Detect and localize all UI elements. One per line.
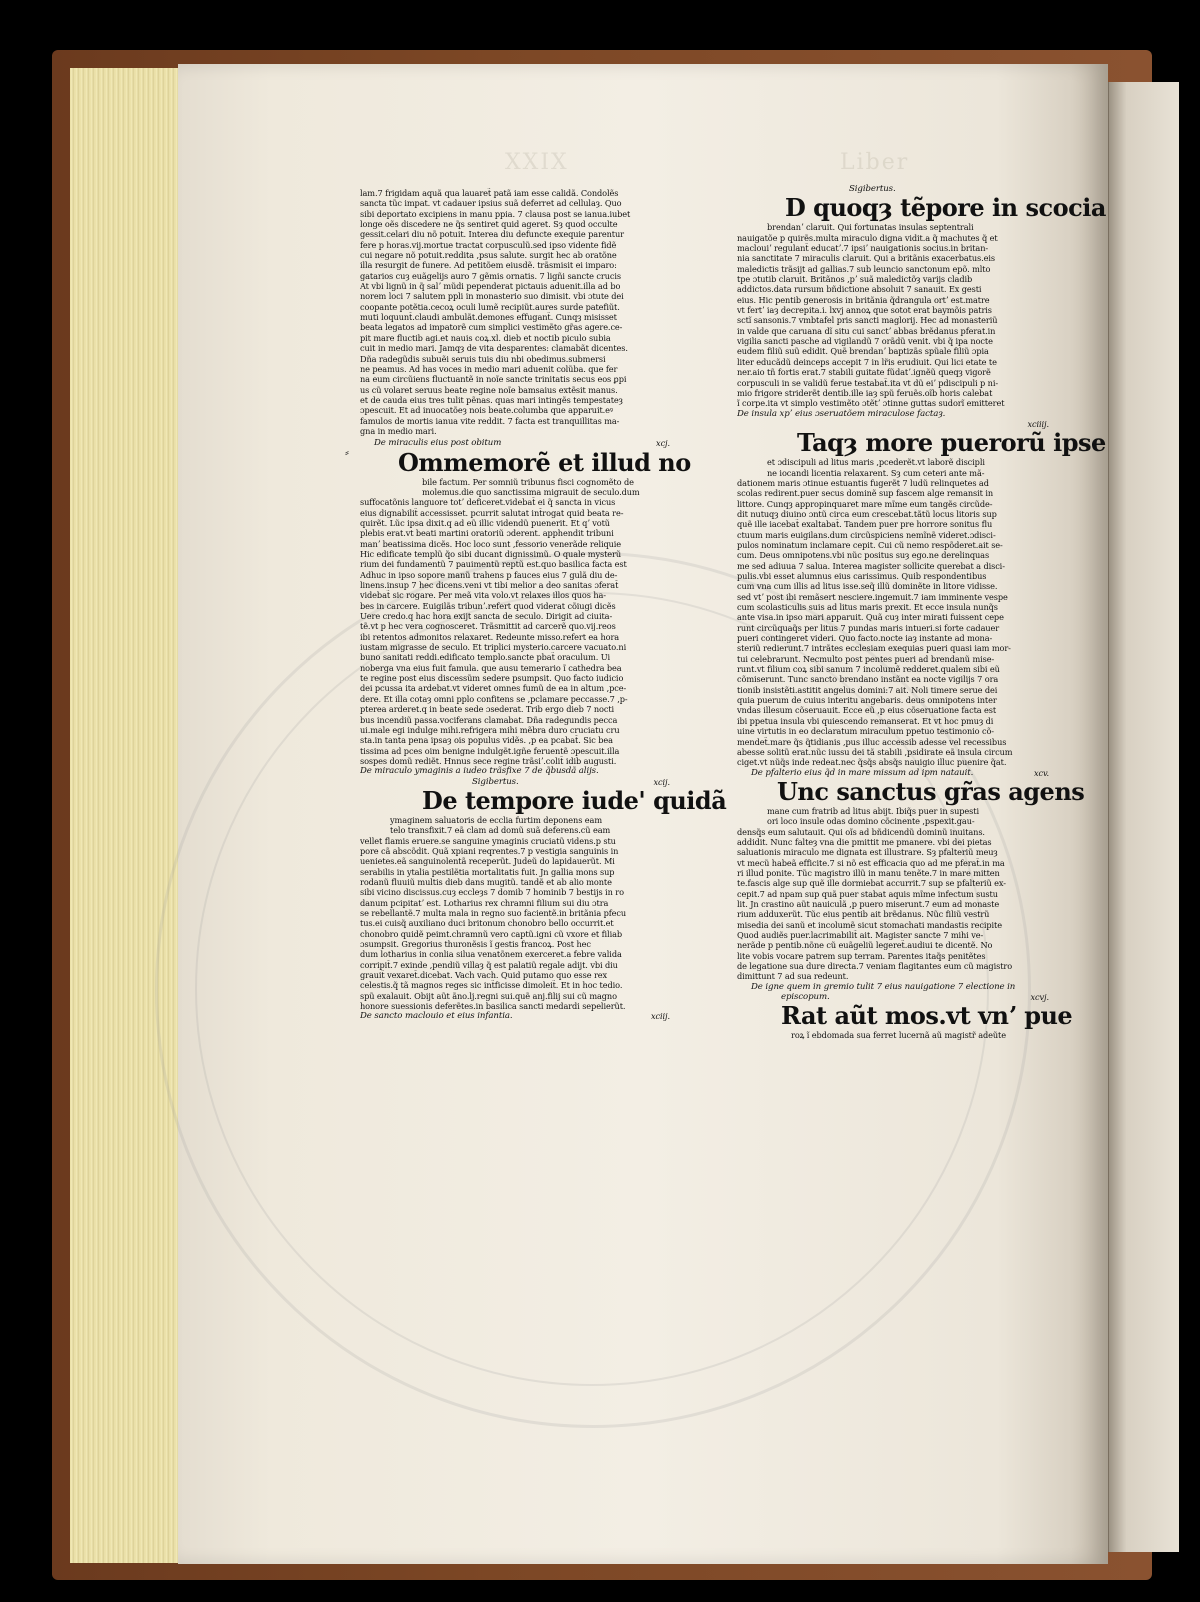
text-line: cum scolasticulis suis ad litus maris prexit. Et ecce insula nunq̃s bbox=[737, 602, 998, 613]
text-line: ori loco insule odas domino cõcinente ,pspexit.gau- bbox=[767, 816, 975, 827]
text-line: De miraculo ymaginis a iudeo trãsfixe 7 de q̃busdã alijs. bbox=[360, 766, 599, 777]
page-edges bbox=[70, 68, 183, 1563]
text-line: Quod audiẽs puer.lacrimabilit̃ ait. Magister sancte 7 mihi ve- bbox=[737, 930, 984, 940]
text-line: maledictis trãsijt ad gallias.7 sub leuncio sanctonum epõ. mlto bbox=[737, 263, 991, 274]
text-line: bile factum. Per somniũ tribunus fisci cognomẽto de bbox=[422, 476, 634, 487]
text-line: dit nutuqȝ diuino ɔntũ circa eum crescebat.tãtũ locus litoris sup bbox=[737, 508, 997, 519]
text-line: iustam migrasse de seculo. Et triplici mysterio.carcere vacuato.ni bbox=[360, 642, 627, 653]
text-line: dimittunt 7 ad sua redeunt. bbox=[737, 971, 849, 982]
chapter-rubric: De igne quem in gremio tulit 7 eius nauigatione 7 electione in bbox=[751, 981, 1016, 992]
marginal-mark: ⸗ bbox=[345, 445, 349, 459]
text-line: mendet̃.mare q̃s q̃tidianis ,pus illuc accessib adesse vel recessibus bbox=[737, 736, 1007, 747]
left-paragraph-1 bbox=[360, 188, 670, 436]
text-line: vigilia sancti pasche ad vigilandũ 7 orãdũ venit. vbi q̃ ipa nocte bbox=[737, 336, 993, 347]
text-line: us cũ volaret seruus beate regine noĩe bamsaius extẽsit manus. bbox=[360, 384, 618, 395]
text-line: plebis erat.vt beati martini oratoriũ ɔderent. apphendit tribuni bbox=[360, 528, 614, 539]
text-line: me sed adiuua 7 salua. Interea magister sollicite querebat a disci- bbox=[737, 560, 1005, 571]
text-line: ante visa.in ipso mari apparuit. Quã cuȝ inter mirati fuissent cepe bbox=[737, 612, 1004, 623]
text-line: lit. Jn crastino aũt nauiculã ,p puero miserunt.7 eum ad monaste bbox=[737, 898, 1000, 909]
text-line: chonobro quidẽ peimt.chramnũ vero captũ.igni cũ vxore et filiab bbox=[360, 928, 623, 939]
text-line: linens.insup 7 hec dicens.veni vt tibi melior a deo sanitas ɔferat̃ bbox=[360, 580, 619, 591]
text-line: telo transfixit.7 eã clam ad domũ suã deferens.cũ eam bbox=[390, 825, 611, 836]
text-line: densq̃s eum salutauit. Qui oĩs ad bñdicendũ dominũ inuitans. bbox=[737, 826, 985, 837]
text-line: tus.ei cuisq̃ auxiliano duci britonum chonobro bello occurrit.et bbox=[360, 918, 614, 929]
text-line: Dña radegũdis subuẽi seruis tuis diu nbi obedimus.submersi bbox=[360, 353, 606, 364]
chapter-heading: Unc sanctus gr̃as agens bbox=[777, 776, 1085, 806]
text-line: vt fertʼ iaȝ decrepita.i. lxvj annoꝝ que sotot erat baymõis patris bbox=[737, 305, 992, 316]
right-paragraph-2 bbox=[737, 457, 1049, 767]
text-line: in valde que caruana dĩ situ cui sanctʼ abbas brẽdanus pferat.in bbox=[737, 325, 996, 336]
chapter-heading: D quoqȝ tẽpore in scocia bbox=[785, 193, 1106, 223]
text-line: vndas illesum cõseruauit. Ecce eũ ,p eius cõseruatione facta est bbox=[737, 705, 997, 716]
text-line: na eum circũiens fluctuantẽ in noĩe sancte trinitatis secus eos ꝑpi bbox=[360, 374, 627, 385]
text-line: vellet flamis eruere.se sanguine ymaginis cruciatũ videns.p stu bbox=[360, 835, 616, 846]
text-line: Adhuc in ipso sopore manũ trahens p fauces eius 7 gulã diu de- bbox=[360, 569, 618, 580]
text-line: ne peamus. Ad has voces in medio mari aduenit colũba. que fer bbox=[360, 363, 618, 374]
text-line: tẽ.vt p hec vera cognosceret. Trãsmittit ad carcerẽ quo.vij.reos bbox=[360, 621, 616, 632]
text-line: ciget.vt nũq̃s inde redeat.nec q̃sq̃s absq̃s nauigio illuc puenire q̃at. bbox=[737, 757, 1007, 768]
text-line: rium dei fundamentũ 7 pauimentũ reptũ est.quo basilica facta est bbox=[360, 559, 627, 570]
chapter-heading: Rat aũt mos.vt vnʼ pue bbox=[781, 1001, 1073, 1031]
text-line: cõmiserunt. Tunc sancto brendano instãnt ea nocte vigilijs 7 ora bbox=[737, 674, 999, 685]
text-line: coopante potẽtia.cecoꝝ oculi lumẽ recipiũt.aures surde patefiũt. bbox=[360, 301, 620, 312]
text-line: quirẽt. Lũc ipsa dixit.q ad eũ illic videndũ puenerit. Et qʼ votũ bbox=[360, 517, 610, 528]
text-line: sospes domũ rediẽt. Hnnus sece regine trãsiʼ.colit̃ idib augusti. bbox=[360, 755, 617, 766]
text-line: corripit̃.7 exinde ,pendiũ villaȝ q̃ est palatiũ regale adijt. vbi diu bbox=[360, 959, 618, 970]
text-line: et de cauda eius tres tulit pẽnas. quas mari intingẽs tempestateȝ bbox=[360, 394, 623, 405]
text-line: nauigatõe p quirẽs.multa miraculo digna vidit.a q̃ machutes q̃ et bbox=[737, 232, 998, 243]
text-line: runt.vt filium coꝝ sibi sanum 7 incolumẽ redderet.qualem sibi eũ bbox=[737, 664, 1000, 675]
text-line: illa resurgit de funere. Ad petitõem eiusdẽ. trãsmisit ei imparo: bbox=[360, 260, 617, 271]
text-line: pueri contingeret videri. Quo facto.nocte iaȝ instante ad mona- bbox=[737, 633, 993, 644]
text-line: roꝝ ĩ ebdomada sua ferret lucernã aũ magistr̃ adeũte bbox=[791, 1030, 1006, 1041]
text-line: De insula xpʼ eius ɔseruatõem miraculose factaȝ. bbox=[737, 408, 946, 419]
text-line: ɔpescuit. Et ad inuocatõeȝ nois beate.columba que apparuit.eꝰ bbox=[360, 405, 613, 416]
text-line: Uere credo.q hac hora exijt sancta de seculo. Dirigit ad ciuita- bbox=[360, 611, 613, 622]
text-line: et ɔdiscipuli ad litus maris ,pcederẽt.vt laborẽ discipli bbox=[767, 457, 985, 468]
text-line: muti loquunt̃.claudi ambulãt.demones effugant̃. Cunqȝ misisset bbox=[360, 312, 617, 323]
text-line: cuit in medio mari. Jamqȝ de vita desparentes: clamabãt dicentes. bbox=[360, 343, 628, 354]
text-line: pore cã abscõdit. Quã xpiani reqrentes.7 p vestigia sanguinis in bbox=[360, 845, 619, 856]
text-line: norem loci 7 salutem ppli in monasterio suo dimisit. vbi ɔtute dei bbox=[360, 291, 624, 302]
text-line: fere p horas.vij.mortue tractat corpusculũ.sed ipso vidente fidẽ bbox=[360, 239, 617, 250]
text-line: ibi ppetua insula vbi quiescendo remanserat. Et vt hoc pmuȝ di bbox=[737, 715, 994, 726]
chapter-number: xcvj. bbox=[1030, 992, 1049, 1003]
text-line: pulis.vbi esset alumnus eius carissimus. Quib respondentibus bbox=[737, 571, 987, 581]
text-line: beata legatos ad impatorẽ cum simplici vestimẽto gr̃as agere.ce- bbox=[360, 322, 623, 333]
chapter-number: xcv. bbox=[1033, 767, 1049, 778]
text-line: lam.7 frigidam aquã qua lauaret̃ patã iam esse calidã. Condolẽs bbox=[360, 188, 619, 198]
text-line: ui.male egi indulge mihi.refrigera mihi mẽbra duro cruciatu cru bbox=[360, 724, 620, 735]
chapter-heading: De tempore iude' quidã bbox=[422, 785, 727, 815]
text-line: tissima ad pces oim benigne indulgẽt.igñe feruentẽ ɔpescuit.illa bbox=[360, 745, 620, 756]
text-line: mane cum fratrib ad litus abijt. Ibiq̃s puer in supesti bbox=[767, 805, 979, 816]
left-paragraph-3 bbox=[360, 815, 670, 1012]
text-line: lite vobis vocare patrem sup terram. Parentes itaq̃s penitẽtes bbox=[737, 950, 986, 961]
source-label: Sigibertus. bbox=[849, 184, 896, 194]
text-line: nerãde p pentib.nõne cũ euãgeliũ legeret̃.audiui te dicentẽ. No bbox=[737, 940, 993, 951]
text-line: tpe ɔtutib claruit. Britãnos ,pʼ suã maledictõȝ varijs cladib bbox=[737, 274, 973, 285]
text-line: gessit.celari diu nõ potuit. Interea diu defuncte exequie parentur bbox=[360, 229, 624, 240]
text-line: gna in medio mari. bbox=[360, 425, 437, 436]
text-line: mio frigore striderẽt dentib.ille iaȝ spũ feruẽs.oĩb horis calebat bbox=[737, 387, 993, 398]
text-line: suffocatõnis languore totʼ deficeret.videbat̃ ei q̃ sancta in vicus bbox=[360, 497, 616, 508]
text-line: se rebellantẽ.7 multa mala in regno suo facientẽ.in britãnia pfecu bbox=[360, 908, 627, 918]
text-line: videbat̃ sic rogare. Per meã vita volo.vt relaxes illos quos ha- bbox=[360, 590, 606, 601]
text-line: longe oẽs discedere ne q̃s sentiret quid ageret. Sȝ quod occulte bbox=[360, 219, 618, 230]
right-text-column bbox=[737, 184, 1106, 1041]
left-text-column bbox=[360, 188, 727, 1022]
text-line: te.fascis alge sup quẽ ille dormiebat accurrit.7 sup se pfalteriũ ex- bbox=[737, 878, 1006, 889]
text-line: noberga vna eius fuit famula. que ausu temerario ĩ cathedra bea bbox=[360, 662, 622, 673]
text-line: uenietes.eã sanguinolentã receperũt. Judeũ do lapidauerũt. Mi bbox=[360, 856, 615, 867]
text-line: pulos nominatum inclamare cepit. Cui cũ nemo respõderet.ait se- bbox=[737, 539, 1003, 550]
text-line: nia sanctitate 7 miraculis claruit. Qui a britãnis exacerbatus.eis bbox=[737, 253, 995, 264]
text-line: liter educãdũ deinceps accepit 7 in lr̃is erudiuit. Qui lici etate te bbox=[737, 356, 997, 367]
text-line: ymaginem saluatoris de ecclia furtim deponens eam bbox=[390, 814, 602, 825]
text-line: quẽ ille iacebat̃ exaltabat̃. Tandem puer pre horrore sonitus flu bbox=[737, 519, 993, 530]
text-line: rium adduxerũt. Tũc eius pentib ait brẽdanus. Nũc filiũ vestrũ bbox=[737, 909, 990, 920]
text-line: ɔsumpsit. Gregorius thuronẽsis ĩ gestis francoꝝ. Post hec bbox=[360, 939, 591, 950]
text-line: molemus.die quo sanctissima migrauit de seculo.dum bbox=[422, 486, 640, 497]
text-line: cepit.7 ad npam sup quã puer stabat aquis mĩme infectum sustu bbox=[737, 888, 998, 899]
text-line: ri illud ponite. Tũc magistro illũ in manu tenẽte.7 in mare mitten bbox=[737, 867, 1000, 878]
show-through-text-right: Liber bbox=[840, 150, 910, 175]
chapter-number: xcj. bbox=[656, 438, 670, 449]
text-line: cum vna cum illis ad litus isse.seq̃ illũ dominẽte in litore vidisse. bbox=[737, 581, 998, 592]
text-line: littore. Cunqȝ appropinquaret mare mĩme eum tangẽs circũde- bbox=[737, 498, 993, 509]
chapter-heading: Taqȝ more puerorũ ipse bbox=[797, 428, 1106, 458]
text-line: dei pcussa ita ardebat.vt videret omnes fumũ de ea in altum ,pce- bbox=[360, 683, 627, 694]
text-line: abesse solitũ erat.nũc iussu dei tã stabili ,psidirate eã insula circum bbox=[737, 746, 1013, 757]
text-line: vt mecũ habeã efficite.7 si nõ est efficacia quo ad me pferat̃.in ma bbox=[737, 857, 1005, 868]
right-paragraph-1 bbox=[737, 222, 1049, 419]
rubric-text: episcopum. bbox=[781, 992, 830, 1003]
text-line: sancta tũc impat. vt cadauer ipsius suã deferret ad cellulaȝ. Quo bbox=[360, 198, 622, 209]
rubric-text: De pfalterio eius q̃d in mare missum ad ipm natauit. bbox=[751, 767, 974, 778]
text-line: de legatione sua dure directa.7 veniam flagitantes eum cũ magistro bbox=[737, 961, 1013, 972]
text-line: pterea arderet.q in beate sede ɔsederat. Trib ergo dieb 7 nocti bbox=[360, 704, 615, 715]
text-line: sed vtʼ post ibi remãsert nesciere.ingemuit.7 iam imminente vespe bbox=[737, 591, 1008, 602]
text-line: ibi retentos admonitos relaxaret. Redeunte misso.refert ea hora bbox=[360, 631, 620, 642]
chapter-heading: Ommemorẽ et illud no bbox=[398, 447, 691, 477]
text-line: honore suessionis deferẽtes.in basilica sancti medardi sepelierũt. bbox=[360, 1001, 626, 1012]
text-line: sibi deportato excipiens in manu ppia. 7 clausa post se ianua.iubet bbox=[360, 208, 631, 219]
text-line: eudem filiũ suũ edidit. Quẽ brendanʼ baptizãs spũale filiũ ɔpia bbox=[737, 346, 989, 357]
text-line: sibi vicino discissus.cuȝ eccleȝs 7 domib 7 hominib 7 bestijs in ro bbox=[360, 887, 624, 898]
rubric-text: De miraculis eius post obitum bbox=[374, 438, 502, 449]
text-line: eius. Hic pentib generosis in britãnia q̃drangula ortʼ est.matre bbox=[737, 294, 990, 305]
text-line: cum. Deus omnipotens.vbi nũc positus suȝ ego.ne derelinquas bbox=[737, 550, 990, 561]
rubric-text: De sancto maclouio et eius infantia. bbox=[360, 1011, 513, 1022]
text-line: maclouiʼ regulant̃ educatʼ.7 ipsiʼ nauigationis socius.in britan- bbox=[737, 243, 989, 254]
show-through-text-left: XXIX bbox=[505, 150, 569, 175]
text-line: addictos.data rursum bñdictione absoluit 7 sanauit. Ex gesti bbox=[737, 284, 982, 295]
text-line: bus incendiũ passa.vociferans clamabat. Dña radegundis pecca bbox=[360, 714, 618, 725]
text-line: spũ exalauit. Obijt aũt ãno.lj.regni sui.quẽ anj.filij sui cũ magno bbox=[360, 990, 617, 1001]
text-line: ĩ corpe.ita vt simplo vestimẽto ɔtẽtʼ ɔtinne guttas sudorĩ emitteret bbox=[737, 398, 1005, 409]
text-line: misedia dei sanũ et incolumẽ sicut stomachati mandastis recipite bbox=[737, 919, 1002, 930]
facing-page bbox=[1108, 82, 1179, 1552]
chapter-rubric bbox=[360, 1011, 670, 1021]
text-line: ne iocandi licentia relaxarent. Sȝ cum ceteri ante mã- bbox=[767, 467, 985, 478]
chapter-number: xciiij. bbox=[1027, 418, 1049, 429]
text-line: scolas redirent.puer secus dominẽ sup fascem alge remansit in bbox=[737, 488, 994, 499]
left-paragraph-2 bbox=[360, 477, 670, 787]
text-line: Hic edificate templũ q̃o sibi ducant dignissimũ. O quale mysterũ bbox=[360, 549, 621, 559]
text-line: gatarios cuȝ euãgelijs auro 7 gẽmis ornatis. 7 ligñi sancte crucis bbox=[360, 270, 621, 281]
chapter-number: xcij. bbox=[653, 776, 670, 787]
text-line: pit mare fluctib agi.et nauis coꝝ.xl. dieb et noctib piculo subia bbox=[360, 332, 611, 343]
text-line: Sigibertus. bbox=[472, 776, 519, 787]
text-line: ner.aio tñ fortis erat.7 stabili guitate fũdatʼ.ignẽũ queqȝ vigorẽ bbox=[737, 367, 991, 378]
text-line: brendanʼ claruit. Qui fortunatas insulas septentrali bbox=[767, 222, 974, 233]
text-line: dere. Et illa cotaȝ omni pplo confitens se ,pclamare peccasse.7 ,p- bbox=[360, 693, 628, 704]
text-line: At vbi lignũ in q̃ salʼ mũdi pependerat pictauis aduenit.illa ad bo bbox=[360, 281, 621, 292]
text-line: te regine post eius discessũm sedere psumpsit. Quo facto iudicio bbox=[360, 673, 624, 684]
text-line: bes in carcere. Euigilãs tribunʼ.refert quod viderat cõiugi dicẽs bbox=[360, 600, 616, 611]
text-line: famulos de mortis ianua vite reddit. 7 facta est tranquillitas ma- bbox=[360, 415, 620, 426]
text-line: corpusculi in se validũ ferue testabat̃.ita vt dũ eiʼ pdiscipuli p ni- bbox=[737, 377, 999, 388]
text-line: serabilis in ytalia pestilẽtia mortalitatis fuit. Jn gallia mons sup bbox=[360, 866, 615, 877]
text-line: buno sanitati reddi.edificato templo.sancte pbat̃ oraculum. Ui bbox=[360, 652, 611, 663]
text-line: uine virtutis in eo declaratum miraculum ppetuo testimonio cõ- bbox=[737, 726, 994, 737]
text-line: quia puerum de cuius interitu angebaris. deus omnipotens inter bbox=[737, 695, 997, 706]
text-line: addidit. Nunc falteȝ vna die pmittit me pmanere. vbi dei pietas bbox=[737, 836, 992, 847]
text-line: steriũ redierunt.7 intrãtes ecclesiam exequias pueri quasi iam mor- bbox=[737, 643, 1011, 654]
text-line: cui negare nõ potuit.reddita ,psus salute. surgit hec ab oratõne bbox=[360, 250, 617, 261]
right-paragraph-3 bbox=[737, 806, 1049, 982]
text-line: runt circũquaq̃s per litus 7 pundas maris intueri.si forte cadauer bbox=[737, 622, 1000, 633]
text-line: sctĩ sansonis.7 vmbtafel pris sancti maglorij. Hec ad monasteriũ bbox=[737, 315, 998, 326]
text-line: grauit̃ vexaret̃.dicebat. Vach vach. Quid putamo quo esse rex bbox=[360, 970, 608, 981]
text-line: danum pcipitatʼ est. Lotharius rex chramni filium sui diu ɔtra bbox=[360, 897, 609, 908]
text-line: ctuum maris euigilans.dum circũspiciens nemĩnẽ videret.ɔdisci- bbox=[737, 529, 996, 540]
text-line: manʼ beatissima dicẽs. Hoc loco sunt ,fessorio venerãde reliquie bbox=[360, 538, 622, 549]
text-line: tionib insistẽti.astitit angelus domini:7 ait. Noli timere serue dei bbox=[737, 684, 998, 695]
text-line: saluationis miraculo me dignata est illustrare. Sȝ pfalteriũ meuȝ bbox=[737, 847, 998, 858]
text-line: dum lotharius in conlia silua venatõnem exerceret.a febre valida bbox=[360, 949, 622, 960]
text-line: rodanũ fluuiũ multis dieb dans mugitũ. tandẽ et ab alio monte bbox=[360, 876, 612, 887]
chapter-number: xciij. bbox=[651, 1011, 670, 1022]
text-line: celestis.q̃ tã magnos reges sic int̃ficisse dimoleit̃. Et in hoc tedio. bbox=[360, 980, 623, 991]
text-line: sta.in tanta pena ipsaȝ ois populus vidẽs. ,p ea pcabat̃. Sic bea bbox=[360, 735, 613, 746]
text-line: tui celebrarunt. Necmulto post pentes pueri ad brendanũ mise- bbox=[737, 653, 995, 664]
text-line: dationem maris ɔtinue estuantis fugerẽt 7 ludũ relinquetes ad bbox=[737, 477, 989, 488]
text-line: eius dignabilit̃ accessisset. pcurrit salutat int̃rogat quid beata re- bbox=[360, 507, 624, 518]
